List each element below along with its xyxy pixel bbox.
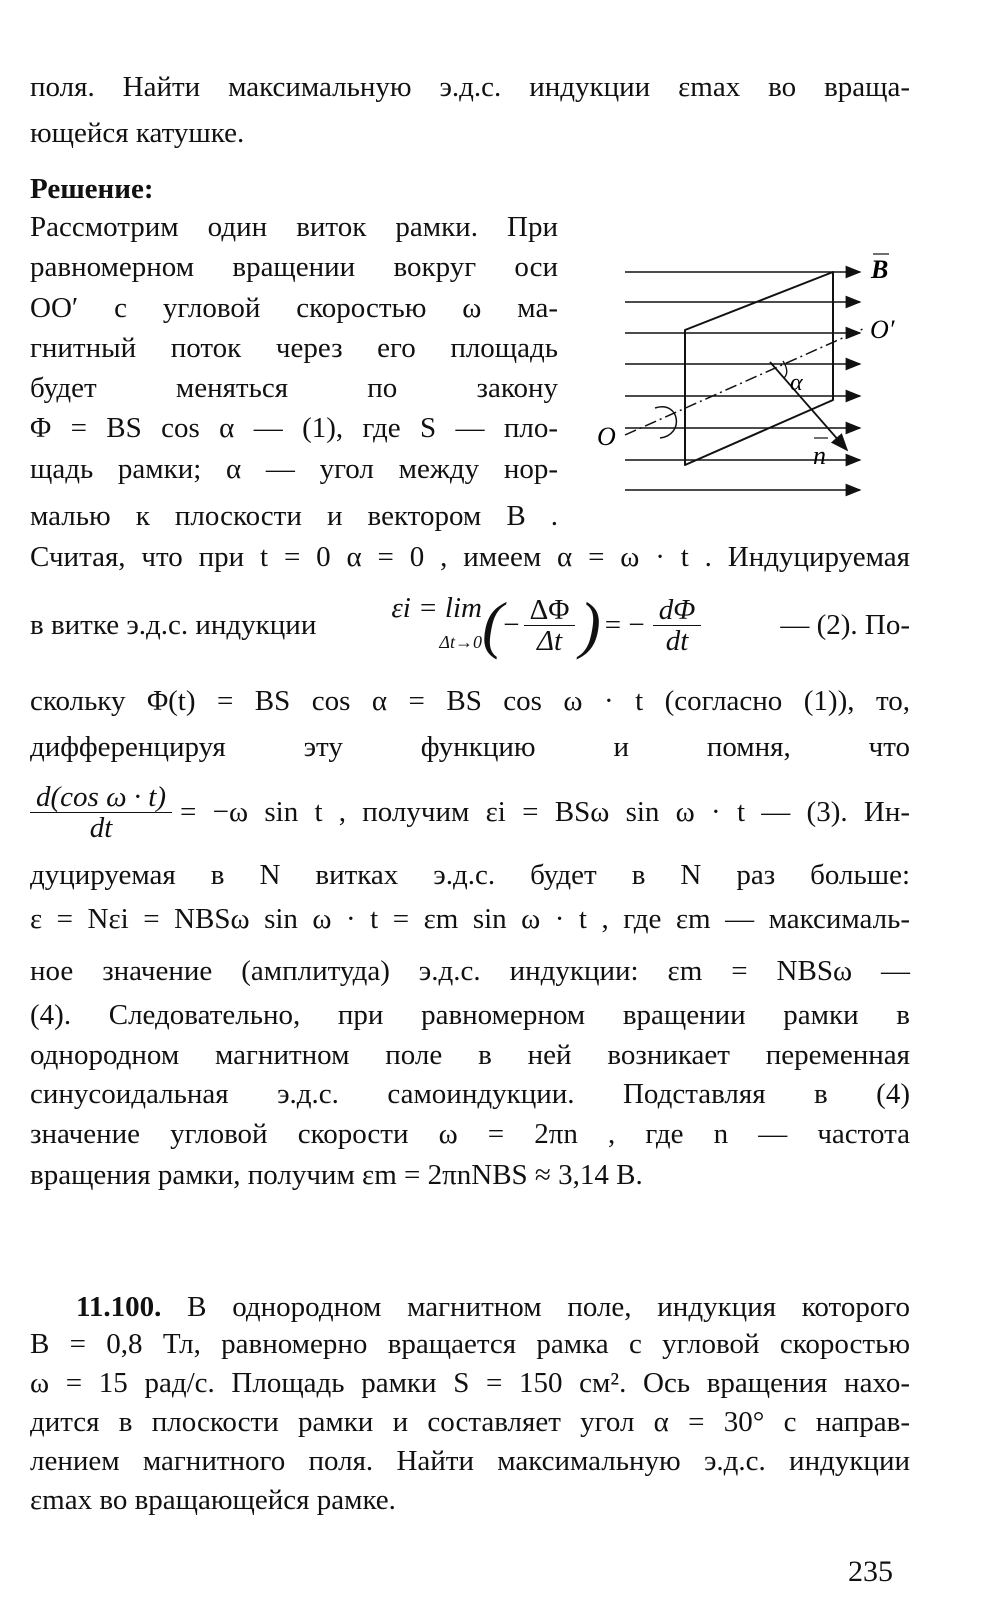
solution-line-8: малью к плоскости и вектором B . [30,500,558,532]
problem-line-6: εmax во вращающейся рамке. [30,1484,396,1516]
formula-main: εi = lim Δt→0 ( − $\frac{\Delta\Phi}{\Delta t}$ ) = − $\frac{d\Phi}{dt}$ [391,591,705,659]
formula-prefix: в витке э.д.с. индукции [30,609,317,641]
label-O-left: O [597,422,616,451]
solution-line3-7: значение угловой скорости ω = 2πn , где n — частота [30,1118,910,1150]
label-n: n [813,441,826,470]
fraction-delta-den: Δt [537,624,563,657]
solution-line-5: будет меняться по закону [30,372,558,404]
fraction-deriv-den: dt [665,624,689,657]
fraction-dcos-num: d(cos ω · t) [30,782,172,813]
solution-line3-3: ное значение (амплитуда) э.д.с. индукции: εm = NBSω — [30,955,910,987]
label-O-right: O′ [870,315,895,344]
solution-line3-5: однородном магнитном поле в ней возникает переменная [30,1039,910,1071]
solution-line-2: равномерном вращении вокруг оси [30,251,558,283]
problem-line-2: B = 0,8 Тл, равномерно вращается рамка с угловой скоростью [30,1328,910,1360]
formula-limit: Δt→0 [439,632,482,652]
formula-line-2 [30,582,910,668]
fraction-deriv [653,595,702,656]
formula-suffix: — (2). По- [780,609,910,641]
problem-line-3: ω = 15 рад/с. Площадь рамки S = 150 см². Ось вращения нахо- [30,1367,910,1399]
solution-after-1: Считая, что при t = 0 α = 0 , имеем α = ω · t . Индуцируемая [30,541,910,573]
text-line-top-2: ющейся катушке. [30,117,245,149]
solution-line2-2: дифференцируя эту функцию и помня, что [30,731,910,763]
derivative-line [30,770,910,854]
formula-eq: = − [604,609,645,641]
formula-lim: εi = lim [391,592,482,624]
solution-line3-6: синусоидальная э.д.с. самоиндукции. Подставляя в (4) [30,1078,910,1110]
solution-line-6: Φ = BS cos α — (1), где S — пло- [30,412,558,444]
fraction-dcos [30,782,172,843]
problem-number: 11.100. [76,1291,162,1323]
fraction-deriv-num: dΦ [653,595,702,626]
rotation-axis [625,328,865,435]
solution-line3-1: дуцируемая в N витках э.д.с. будет в N раз больше: [30,859,910,891]
problem-line-4: дится в плоскости рамки и составляет угол α = 30° с направ- [30,1406,910,1438]
solution-line3-2: ε = Nεi = NBSω sin ω · t = εm sin ω · t , где εm — максималь- [30,903,910,935]
solution-line3-8: вращения рамки, получим εm = 2πnNBS ≈ 3,14 В. [30,1159,643,1191]
problem-line-1-text: В однородном магнитном поле, индукция которого [161,1291,910,1323]
normal-vector [770,362,847,450]
rotating-frame-figure [585,240,915,510]
fraction-dcos-den: dt [89,811,113,844]
solution-line-1: Рассмотрим один виток рамки. При [30,211,558,243]
solution-line-7: щадь рамки; α — угол между нор- [30,453,558,485]
label-B: B [871,255,889,284]
problem-line-1 [30,1290,910,1324]
fraction-delta [524,595,576,656]
fraction-delta-num: ΔΦ [524,595,576,626]
solution-line-3: OO′ с угловой скоростью ω ма- [30,292,558,324]
problem-line-5: лением магнитного поля. Найти максимальную э.д.с. индукции [30,1445,910,1477]
page-number: 235 [848,1555,893,1588]
frame [685,272,833,465]
solution-line3-4: (4). Следовательно, при равномерном вращении рамки в [30,999,910,1031]
label-alpha: α [790,370,803,396]
derivative-rest: = −ω sin t , получим εi = BSω sin ω · t — (3). Ин- [180,796,910,828]
solution-heading: Решение: [30,173,154,205]
text-line-top-1: поля. Найти максимальную э.д.с. индукции εmax во враща- [30,71,910,103]
solution-line-4: гнитный поток через его площадь [30,332,558,364]
rotation-arrow [655,407,676,438]
solution-line2-1: скольку Φ(t) = BS cos α = BS cos ω · t (согласно (1)), то, [30,685,910,717]
